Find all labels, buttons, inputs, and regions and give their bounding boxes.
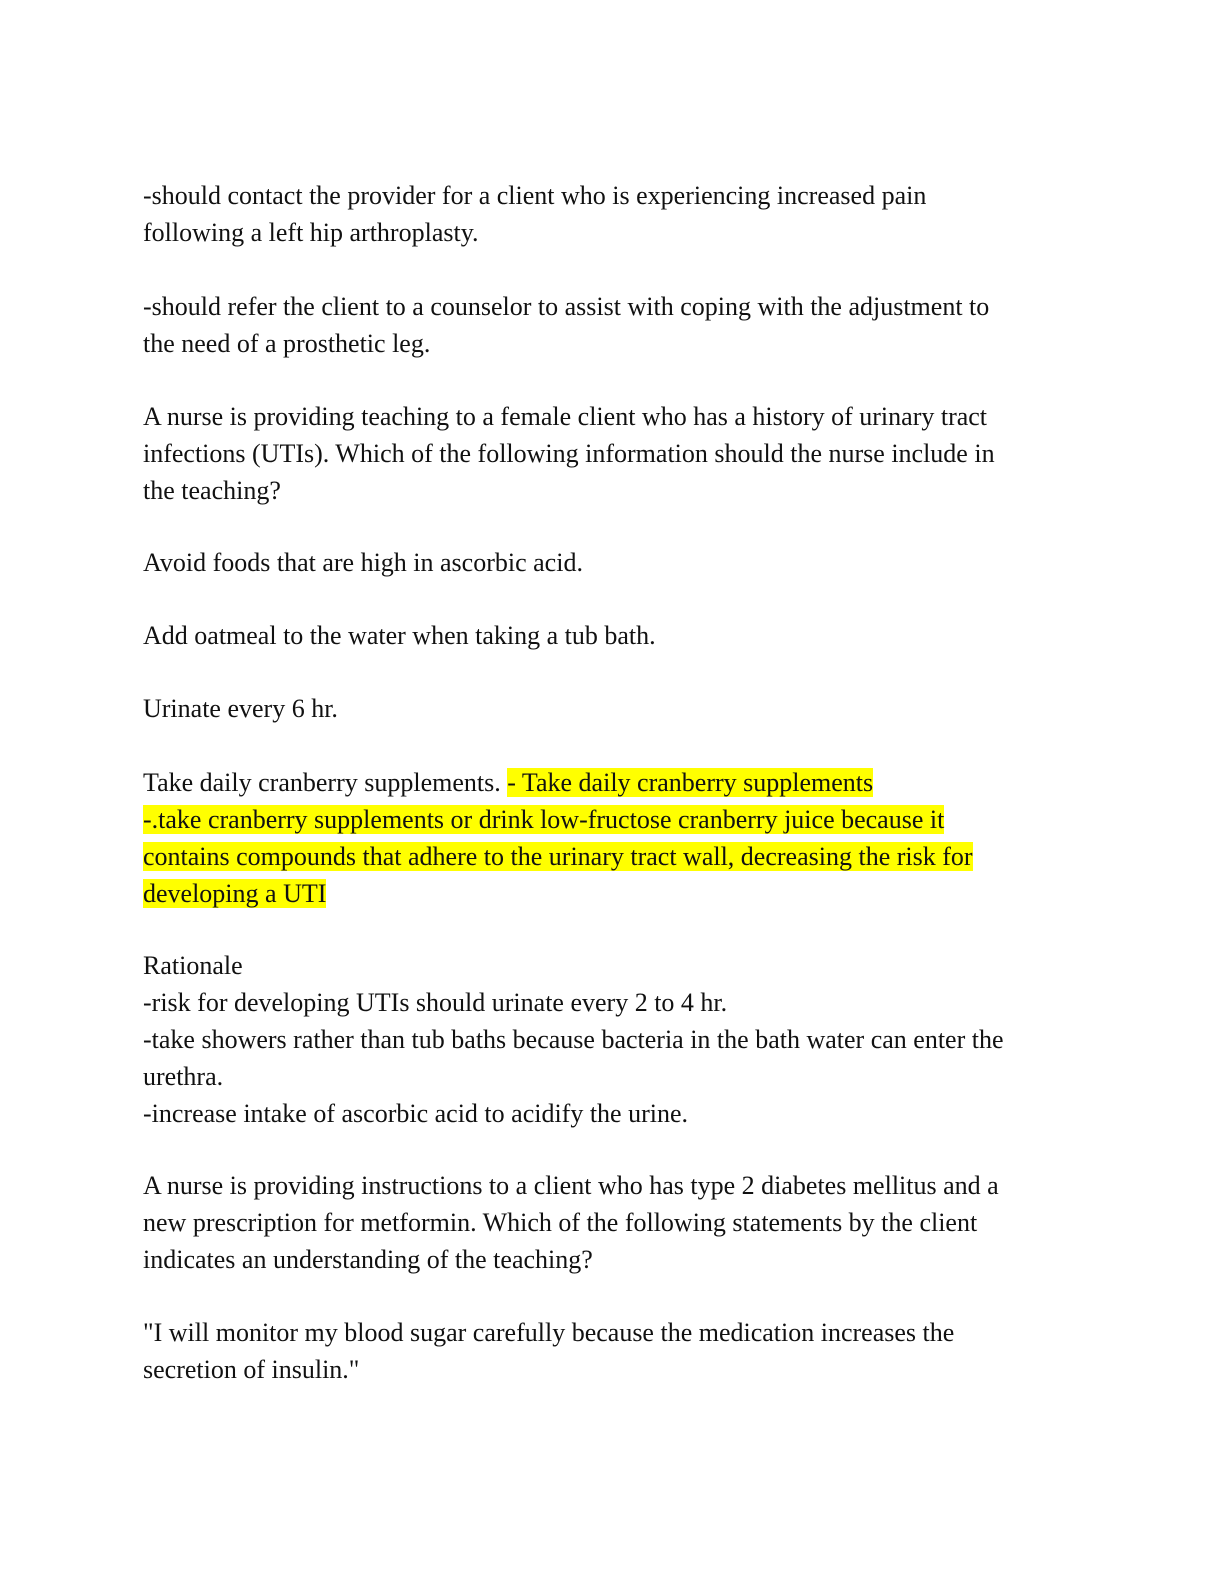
highlighted-answer: developing a UTI xyxy=(143,879,327,908)
text-line: -should refer the client to a counselor to assist with coping with the adjustment to xyxy=(143,292,990,321)
text-line: A nurse is providing teaching to a female client who has a history of urinary tract xyxy=(143,402,988,431)
option-urinate-every-6hr xyxy=(143,690,1083,727)
text-line: following a left hip arthroplasty. xyxy=(143,218,479,247)
question-metformin xyxy=(143,1167,1083,1278)
rationale-heading: Rationale xyxy=(143,951,243,980)
option-text: Urinate every 6 hr. xyxy=(143,694,338,723)
paragraph-hip-arthroplasty xyxy=(143,177,1083,251)
option-oatmeal-bath xyxy=(143,617,1083,654)
question-uti-teaching xyxy=(143,398,1083,509)
answer-line xyxy=(143,838,1083,875)
option-monitor-blood-sugar xyxy=(143,1314,1083,1388)
rationale-line: urethra. xyxy=(143,1062,224,1091)
text-line: indicates an understanding of the teaching? xyxy=(143,1245,593,1274)
text-line: infections (UTIs). Which of the following information should the nurse include in xyxy=(143,439,995,468)
answer-line xyxy=(143,875,1083,912)
option-cranberry-with-answer xyxy=(143,764,1083,912)
rationale-line: -take showers rather than tub baths because bacteria in the bath water can enter the xyxy=(143,1025,1004,1054)
text-line: A nurse is providing instructions to a client who has type 2 diabetes mellitus and a xyxy=(143,1171,999,1200)
option-text: Avoid foods that are high in ascorbic acid. xyxy=(143,548,583,577)
text-line: secretion of insulin." xyxy=(143,1355,360,1384)
text-line: the need of a prosthetic leg. xyxy=(143,329,431,358)
text-line: new prescription for metformin. Which of the following statements by the client xyxy=(143,1208,978,1237)
option-ascorbic-acid xyxy=(143,544,1083,581)
text-line: the teaching? xyxy=(143,476,281,505)
answer-line xyxy=(143,801,1083,838)
option-text: Add oatmeal to the water when taking a tub bath. xyxy=(143,621,656,650)
text-line: "I will monitor my blood sugar carefully because the medication increases the xyxy=(143,1318,955,1347)
option-text: Take daily cranberry supplements. xyxy=(143,768,501,797)
highlighted-answer: - Take daily cranberry supplements xyxy=(507,768,874,797)
paragraph-prosthetic-leg xyxy=(143,288,1083,362)
rationale-line: -risk for developing UTIs should urinate every 2 to 4 hr. xyxy=(143,988,728,1017)
rationale-section xyxy=(143,947,1083,1132)
rationale-line: -increase intake of ascorbic acid to acidify the urine. xyxy=(143,1099,689,1128)
highlighted-answer: contains compounds that adhere to the urinary tract wall, decreasing the risk for xyxy=(143,842,973,871)
text-line: -should contact the provider for a client who is experiencing increased pain xyxy=(143,181,927,210)
answer-line xyxy=(143,764,1083,801)
highlighted-answer: -.take cranberry supplements or drink low-fructose cranberry juice because it xyxy=(143,805,945,834)
